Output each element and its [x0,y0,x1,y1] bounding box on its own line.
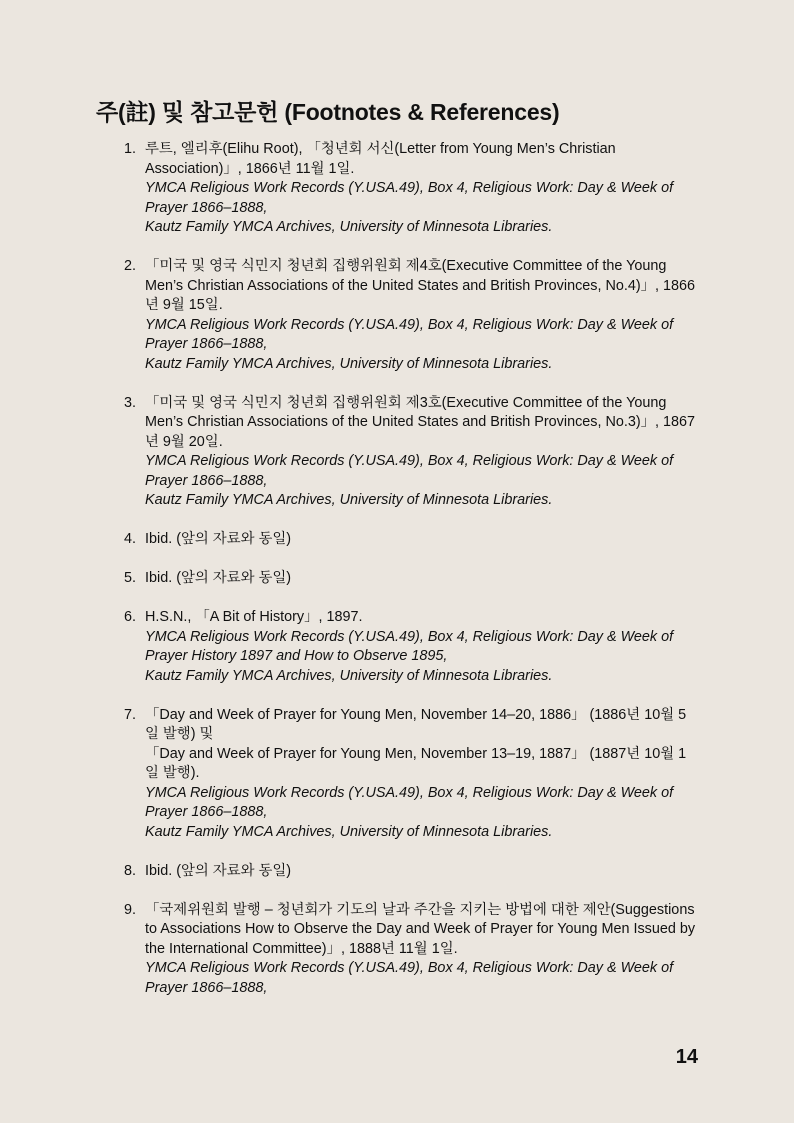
footnote-item [97,608,697,686]
footnote-item [97,257,697,374]
footnote-text: 「Day and Week of Prayer for Young Men, November 14–20, 1886」 (1886년 10월 5일 발행) 및 [145,706,687,742]
footnote-source-record: YMCA Religious Work Records (Y.USA.49), Box 4, Religious Work: Day & Week of Prayer 1866–1888, [145,453,674,489]
footnote-source-archive: Kautz Family YMCA Archives, University of Minnesota Libraries. [145,219,553,235]
footnote-source-record: YMCA Religious Work Records (Y.USA.49), Box 4, Religious Work: Day & Week of Prayer 1866–1888, [145,960,674,996]
footnote-text: Ibid. (앞의 자료와 동일) [145,862,292,879]
page-number: 14 [675,1046,698,1068]
footnote-source-record: YMCA Religious Work Records (Y.USA.49), Box 4, Religious Work: Day & Week of Prayer 1866–1888, [145,180,674,216]
footnote-text: H.S.N., 「A Bit of History」, 1897. [145,609,363,625]
footnote-number: 8. [123,862,136,879]
footnote-source-record: YMCA Religious Work Records (Y.USA.49), Box 4, Religious Work: Day & Week of Prayer History 1897 and How to Observe 1895, [145,628,674,664]
footnote-number: 4. [123,531,136,547]
page-title: 주(註) 및 참고문헌 (Footnotes & References) [96,99,560,125]
footnote-number: 2. [123,258,136,274]
footnote-source-record: YMCA Religious Work Records (Y.USA.49), Box 4, Religious Work: Day & Week of Prayer 1866–1888, [145,316,674,352]
footnote-number: 7. [123,706,136,723]
footnote-number: 5. [123,570,136,586]
footnote-item [97,530,697,550]
footnote-text: Ibid. (앞의 자료와 동일) [145,531,292,547]
footnote-source-archive: Kautz Family YMCA Archives, University of Minnesota Libraries. [145,823,553,840]
footnote-item [97,569,697,589]
footnote-list [97,140,697,1018]
footnote-item [97,862,697,882]
footnote-text: 「미국 및 영국 식민지 청년회 집행위원회 제3호(Executive Committee of the Young Men’s Christian Associations of the United States and British Provinces, No.3)」, 1867년 9월 20일. [145,394,696,450]
footnote-source-archive: Kautz Family YMCA Archives, University of Minnesota Libraries. [145,492,553,508]
footnote-number: 1. [123,141,136,157]
footnote-text: 「국제위원회 발행 – 청년회가 기도의 날과 주간을 지키는 방법에 대한 제안(Suggestions to Associations How to Observe the Day and Week of Prayer for Young Men Issued by the International Committee)」, 1888년 11월 1일. [145,901,696,957]
footnote-text: 루트, 엘리후(Elihu Root), 「청년회 서신(Letter from Young Men’s Christian Association)」, 1866년 11월 1일. [145,141,616,177]
footnote-number: 9. [123,901,136,918]
footnote-source-record: YMCA Religious Work Records (Y.USA.49), Box 4, Religious Work: Day & Week of Prayer 1866–1888, [145,784,674,820]
footnote-text: 「미국 및 영국 식민지 청년회 집행위원회 제4호(Executive Committee of the Young Men’s Christian Associations of the United States and British Provinces, No.4)」, 1866년 9월 15일. [145,258,696,313]
footnote-text-continued: 「Day and Week of Prayer for Young Men, November 13–19, 1887」 (1887년 10월 1일 발행). [145,745,687,781]
footnote-number: 6. [123,609,136,625]
footnote-source-archive: Kautz Family YMCA Archives, University of Minnesota Libraries. [145,667,553,684]
footnote-number: 3. [123,394,136,411]
footnote-source-archive: Kautz Family YMCA Archives, University of Minnesota Libraries. [145,355,553,372]
footnote-item [97,901,697,999]
footnote-item [97,140,697,238]
footnote-text: Ibid. (앞의 자료와 동일) [145,570,292,586]
footnote-item [97,394,697,511]
footnote-item [97,706,697,843]
